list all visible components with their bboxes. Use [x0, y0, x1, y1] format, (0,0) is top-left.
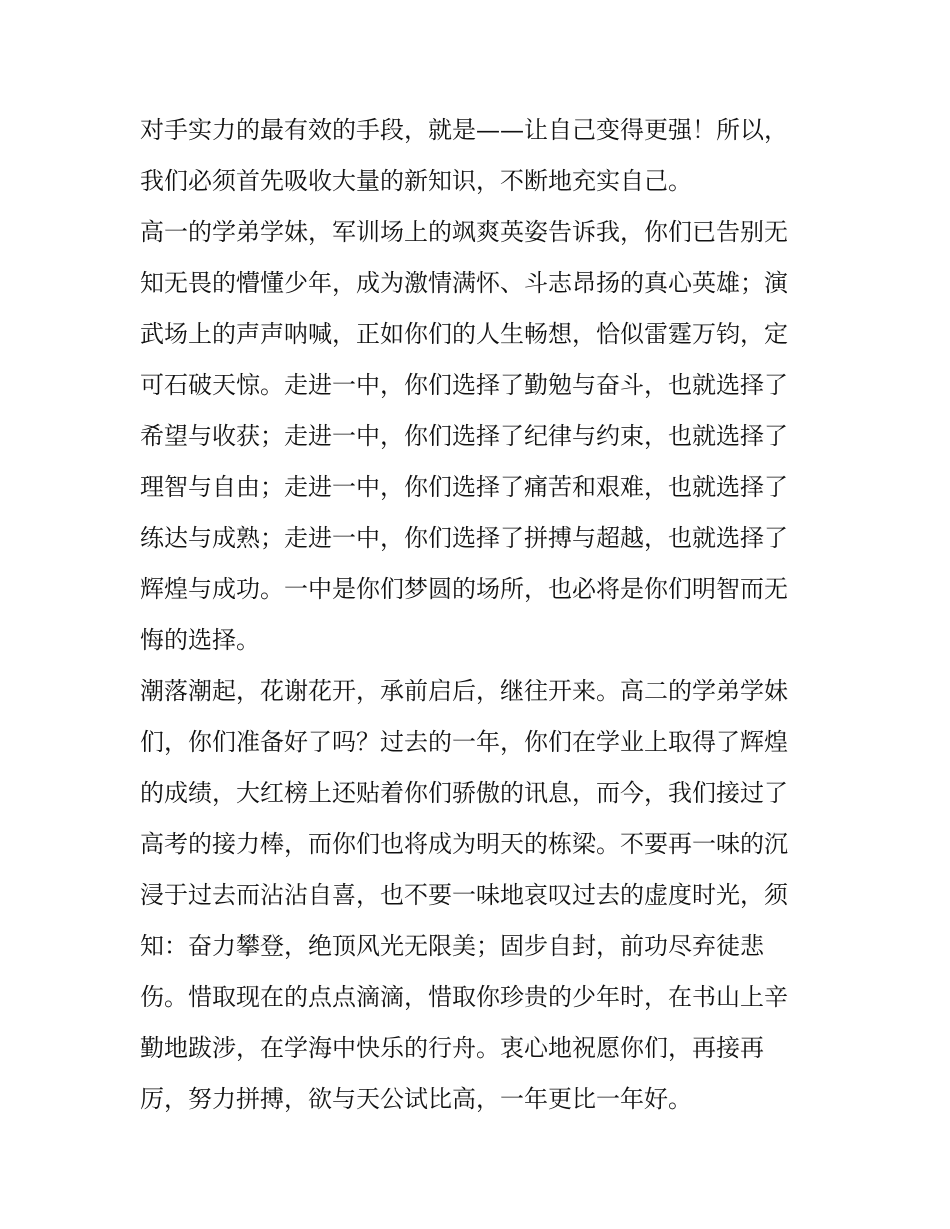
text-line: 厉，努力拼搏，欲与天公试比高，一年更比一年好。	[140, 1085, 692, 1113]
text-line: 对手实力的最有效的手段，就是——让自己变得更强！所以，	[140, 116, 788, 144]
text-line: 勤地跋涉，在学海中快乐的行舟。衷心地祝愿你们，再接再	[140, 1034, 764, 1062]
text-line: 的成绩，大红榜上还贴着你们骄傲的讯息，而今，我们接过了	[140, 779, 788, 807]
text-line: 高考的接力棒，而你们也将成为明天的栋梁。不要再一味的沉	[140, 830, 788, 858]
text-line: 们，你们准备好了吗？过去的一年，你们在学业上取得了辉煌	[140, 728, 788, 756]
text-line: 可石破天惊。走进一中，你们选择了勤勉与奋斗，也就选择了	[140, 371, 788, 399]
text-line: 浸于过去而沾沾自喜，也不要一味地哀叹过去的虚度时光，须	[140, 881, 788, 909]
text-line: 知：奋力攀登，绝顶风光无限美；固步自封，前功尽弃徒悲	[140, 932, 764, 960]
text-line: 希望与收获；走进一中，你们选择了纪律与约束，也就选择了	[140, 422, 788, 450]
text-line: 知无畏的懵懂少年，成为激情满怀、斗志昂扬的真心英雄；演	[140, 269, 788, 297]
text-line: 高一的学弟学妹，军训场上的飒爽英姿告诉我，你们已告别无	[140, 218, 788, 246]
text-line: 潮落潮起，花谢花开，承前启后，继往开来。高二的学弟学妹	[140, 677, 788, 705]
text-line: 辉煌与成功。一中是你们梦圆的场所，也必将是你们明智而无	[140, 575, 788, 603]
text-line: 我们必须首先吸收大量的新知识，不断地充实自己。	[140, 167, 692, 195]
text-line: 伤。惜取现在的点点滴滴，惜取你珍贵的少年时，在书山上辛	[140, 983, 788, 1011]
text-line: 武场上的声声呐喊，正如你们的人生畅想，恰似雷霆万钧，定	[140, 320, 788, 348]
text-line: 练达与成熟；走进一中，你们选择了拼搏与超越，也就选择了	[140, 524, 788, 552]
body-text	[140, 105, 820, 1125]
text-line: 悔的选择。	[140, 626, 260, 654]
text-line: 理智与自由；走进一中，你们选择了痛苦和艰难，也就选择了	[140, 473, 788, 501]
